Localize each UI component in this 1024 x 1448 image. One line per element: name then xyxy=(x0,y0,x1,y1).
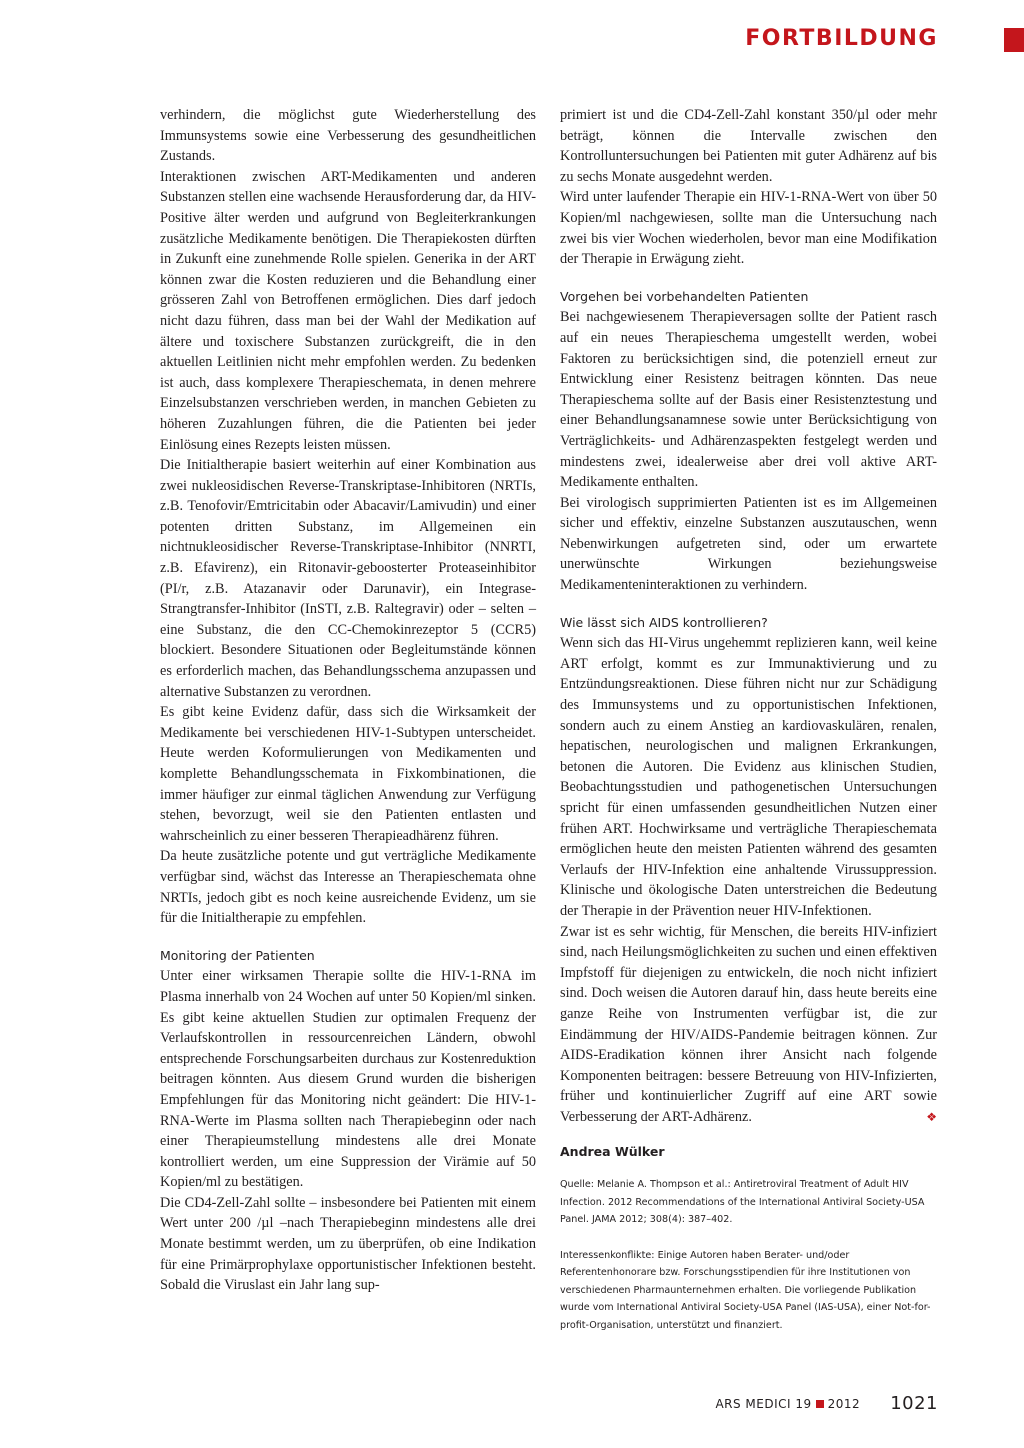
section-heading: Wie lässt sich AIDS kontrollieren? xyxy=(560,614,768,630)
body-paragraph: Wird unter laufender Therapie ein HIV-1-RNA-Wert von über 50 Kopien/ml nachgewiesen, sollte man die Untersuchung nach zwei bis vier Wochen wiederholen, bevor man eine Modifikation der Therapie in Erwägung zieht. xyxy=(560,189,937,268)
page-number: 1021 xyxy=(890,1393,938,1414)
left-column xyxy=(160,105,536,1296)
body-paragraph: Interaktionen zwischen ART-Medikamenten und anderen Substanzen stellen eine wachsende Herausforderung dar, da HIV-Positive älter werden und aufgrund von Begleiterkrankungen zusätzliche Medikamente benötigen. Die Therapiekosten dürften in Zukunft eine zunehmende Rolle spielen. Generika in der ART können zwar die Kosten reduzieren und die Behandlung einer grösseren Zahl von Betroffenen ermöglichen. Dies darf jedoch nicht dazu führen, dass man bei der Wahl der Medikation auf ältere und toxischere Substanzen zurückgreift, die in den aktuellen Leitlinien nicht mehr empfohlen werden. Zu bedenken ist auch, dass komplexere Therapieschemata, in denen mehrere Einzelsubstanzen verschrieben werden, in manchen Gebieten zu höheren Zuzahlungen führen, die die Patienten bei jeder Einlösung eines Rezepts leisten müssen. xyxy=(160,168,536,453)
end-of-article-icon: ❖ xyxy=(926,1109,937,1124)
body-paragraph: Unter einer wirksamen Therapie sollte die HIV-1-RNA im Plasma innerhalb von 24 Wochen auf unter 50 Kopien/ml sinken. Es gibt keine aktuellen Studien zur optimalen Frequenz der Verlaufskontrollen in ressourcenreichen Ländern, obwohl entsprechende Forschungsarbeiten durchaus zur Kostenreduktion beitragen könnten. Aus diesem Grund wurden die bisherigen Empfehlungen für das Monitoring nicht geändert: Die HIV-1-RNA-Werte im Plasma sollten nach Therapiebeginn oder nach einer Therapieumstellung mindestens alle drei Monate kontrolliert werden, um eine Suppression der Virämie auf 50 Kopien/ml zu bestätigen. xyxy=(160,968,536,1191)
journal-year: 2012 xyxy=(827,1396,861,1411)
section-heading: Vorgehen bei vorbehandelten Patienten xyxy=(560,288,809,304)
body-paragraph: Bei nachgewiesenem Therapieversagen sollte der Patient rasch auf ein neues Therapieschema umgestellt werden, wobei Faktoren zu berücksichtigen sind, die potenziell erneut zur Entwicklung einer Resistenz beitragen könnten. Das neue Therapieschema sollte auf der Basis einer Resistenztestung und einer Behandlungsanamnese sowie unter Berücksichtigung von Verträglichkeits- und Adhärenzaspekten festgelegt werden und mindestens zwei, idealerweise aber drei voll aktive ART-Medikamente enthalten. xyxy=(560,309,937,491)
source-note: Quelle: Melanie A. Thompson et al.: Antiretroviral Treatment of Adult HIV Infection. 2012 Recommendations of the International Antiviral Society-USA Panel. JAMA 2012; 308(4): 387–402. xyxy=(560,1179,925,1226)
body-paragraph: verhindern, die möglichst gute Wiederherstellung des Immunsystems sowie eine Verbesserung des gesundheitlichen Zustands. xyxy=(160,107,536,165)
right-column xyxy=(560,105,937,1334)
body-paragraph: Die CD4-Zell-Zahl sollte – insbesondere bei Patienten mit einem Wert unter 200 /µl –nach Therapiebeginn mindestens alle drei Monate bestimmt werden, um zu überprüfen, ob eine Indikation für eine Primärprophylaxe opportunistischer Infektionen besteht. Sobald die Viruslast ein Jahr lang sup- xyxy=(160,1194,536,1294)
body-paragraph: Da heute zusätzliche potente und gut verträgliche Medikamente verfügbar sind, wächst das Interesse an Therapieschemata ohne NRTIs, jedoch gibt es noch keine ausreichende Evidenz, um sie für die Initialtherapie zu empfehlen. xyxy=(160,848,536,927)
body-paragraph: primiert ist und die CD4-Zell-Zahl konstant 350/µl oder mehr beträgt, können die Intervalle zwischen den Kontrolluntersuchungen bei Patienten mit guter Adhärenz auf bis zu sechs Monate ausgedehnt werden. xyxy=(560,107,937,185)
body-paragraph: Die Initialtherapie basiert weiterhin auf einer Kombination aus zwei nukleosidischen Reverse-Transkriptase-Inhibitoren (NRTIs, z.B. Tenofovir/Emtricitabin oder Abacavir/Lamivudin) und einer potenten dritten Substanz, im Allgemeinen ein nichtnukleosidischer Reverse-Transkriptase-Inhibitor (NNRTI, z.B. Efavirenz), ein Ritonavir-geboosterter Proteaseinhibitor (PI/r, z.B. Atazanavir oder Darunavir), ein Integrase-Strangtransfer-Inhibitor (InSTI, z.B. Raltegravir) oder – selten – eine Substanz, die den CC-Chemokinrezeptor 5 (CCR5) blockiert. Besondere Situationen oder Begleitumstände können es erforderlich machen, das Behandlungsschema anzupassen und alternative Substanzen zu verordnen. xyxy=(160,457,536,700)
author-name: Andrea Wülker xyxy=(560,1143,665,1159)
body-paragraph: Bei virologisch supprimierten Patienten ist es im Allgemeinen sicher und effektiv, einzelne Substanzen auszutauschen, wenn Nebenwirkungen aufgetreten sind, oder um erwartete unerwünschte Wirkungen beziehungsweise Medikamenteninteraktionen zu verhindern. xyxy=(560,494,937,594)
body-paragraph: Es gibt keine Evidenz dafür, dass sich die Wirksamkeit der Medikamente bei verschiedenen HIV-1-Subtypen unterscheidet. Heute werden Koformulierungen von Medikamenten und komplette Behandlungsschemata in Fixkombinationen, die immer häufiger zur einmal täglichen Anwendung zur Verfügung stehen, bevorzugt, weil sie den Patienten entlasten und wahrscheinlich zu einer besseren Therapieadhärenz führen. xyxy=(160,704,536,844)
body-paragraph xyxy=(560,922,937,1128)
section-heading: Monitoring der Patienten xyxy=(160,947,315,963)
footer-separator xyxy=(816,1400,824,1408)
page-footer xyxy=(715,1393,938,1414)
conflict-note: Interessenkonflikte: Einige Autoren haben Berater- und/oder Referentenhonorare bzw. Forschungsstipendien für ihre Institutionen von verschiedenen Pharmaunternehmen erhalten. Die vorliegende Publikation wurde vom International Antiviral Society-USA Panel (IAS-USA), einer Not-for-profit-Organisation, unterstützt und finanziert. xyxy=(560,1249,931,1331)
section-title: FORTBILDUNG xyxy=(745,26,938,51)
paragraph-text: Zwar ist es sehr wichtig, für Menschen, die bereits HIV-infiziert sind, nach Heilungsmöglichkeiten zu suchen und einen effektiven Impfstoff für diejenigen zu entwickeln, die noch nicht infiziert sind. Doch weisen die Autoren darauf hin, dass heute bereits eine ganze Reihe von Instrumenten verfügbar ist, die zur Eindämmung der HIV/AIDS-Pandemie beitragen können. Zur AIDS-Eradikation können ihrer Ansicht nach folgende Komponenten beitragen: bessere Betreuung von HIV-Infizierten, früher und kontinuierlicher Zugriff auf eine ART sowie Verbesserung der ART-Adhärenz. xyxy=(560,923,937,1125)
body-paragraph: Wenn sich das HI-Virus ungehemmt replizieren kann, weil keine ART erfolgt, kommt es zur Immunaktivierung und zu Entzündungsreaktionen. Diese führen nicht nur zur Schädigung des Immunsystems und zu opportunistischen Infektionen, sondern auch zu einem Anstieg an kardiovaskulären, renalen, hepatischen, neurologischen und malignen Erkrankungen, betonen die Autoren. Die Evidenz aus klinischen Studien, Beobachtungsstudien und pathogenetischen Untersuchungen spricht für einen umfassenden gesundheitlichen Nutzen einer frühen ART. Hochwirksame und verträgliche Therapieschemata ermöglichen heute den meisten Patienten während des gesamten Verlaufs der HIV-Infektion eine anhaltende Virussuppression. Klinische und ökologische Daten unterstreichen die Bedeutung der Therapie in der Prävention neuer HIV-Infektionen. xyxy=(560,635,937,919)
section-marker xyxy=(1004,28,1024,52)
journal-name: ARS MEDICI 19 xyxy=(715,1396,812,1411)
